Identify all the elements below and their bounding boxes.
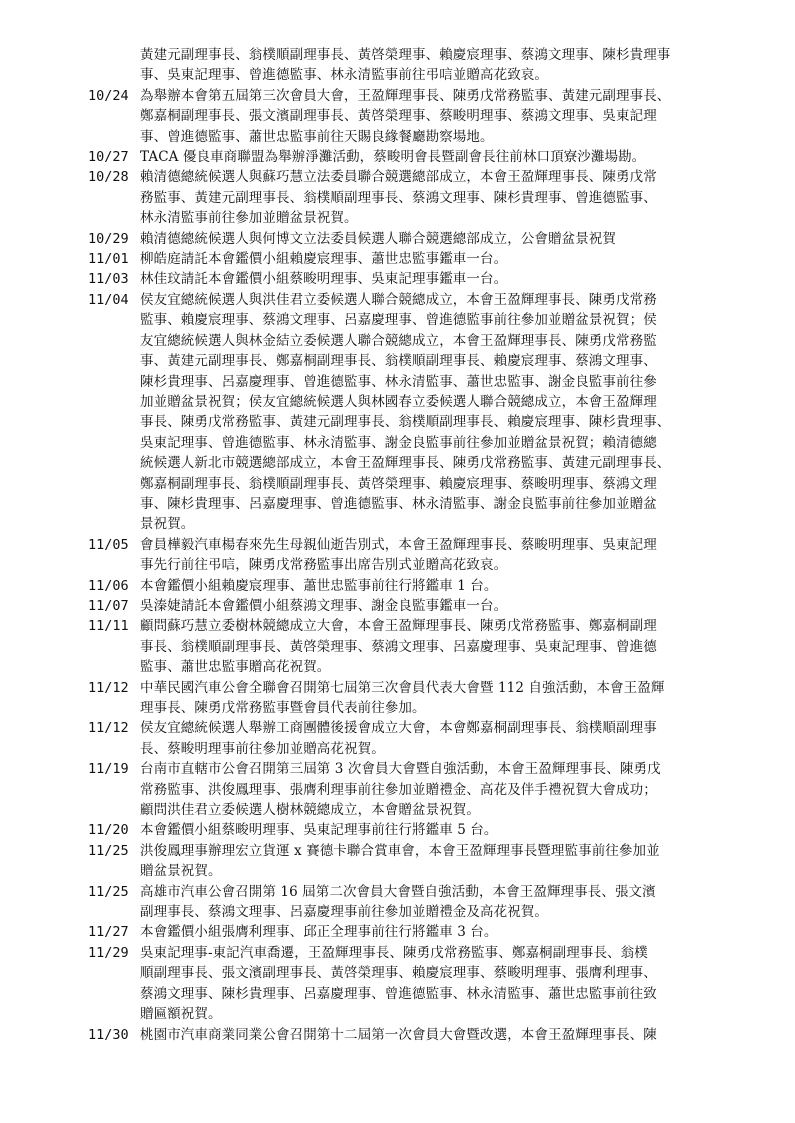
entry-date: 11/04 xyxy=(88,291,129,308)
entry-text xyxy=(140,269,748,289)
entry-date: 10/27 xyxy=(88,149,129,166)
log-entry xyxy=(88,576,748,596)
entry-text-line: 常務監事、洪俊鳳理事、張膺利理事前往參加並贈禮金、高花及伴手禮祝賀大會成功； xyxy=(140,781,657,798)
entry-text-line: 本會鑑價小組張膺利理事、邱正全理事前往行將鑑車 3 台。 xyxy=(140,924,498,941)
entry-text xyxy=(140,759,748,820)
log-entry xyxy=(88,841,748,882)
entry-text xyxy=(140,943,748,1025)
log-entry xyxy=(88,269,748,289)
entry-date: 11/27 xyxy=(88,924,129,941)
entry-text-line: 侯友宜總統候選人舉辦工商團體後援會成立大會，本會鄭嘉桐副理事長、翁樸順副理事 xyxy=(140,720,657,737)
entry-text xyxy=(140,718,748,759)
log-entry xyxy=(88,678,748,719)
entry-date: 11/12 xyxy=(88,679,129,696)
entry-text xyxy=(140,86,748,147)
entry-text-line: 長、蔡畯明理事前往參加並贈高花祝賀。 xyxy=(140,740,385,757)
entry-text-line: 台南市直轄市公會召開第三屆第 3 次會員大會暨自強活動，本會王盈輝理事長、陳勇戊 xyxy=(140,761,661,778)
entry-date: 11/12 xyxy=(88,720,129,737)
log-entry xyxy=(88,943,748,1025)
entry-text-line: 景祝賀。 xyxy=(140,516,195,533)
entry-text-line: 賴清德總統候選人與蘇巧慧立法委員聯合競選總部成立，本會王盈輝理事長、陳勇戊常 xyxy=(140,169,657,186)
entry-text xyxy=(140,882,748,923)
entry-text-line: 陳杉貴理事、呂嘉慶理事、曾進德監事、林永清監事、蕭世忠監事、謝金良監事前往參 xyxy=(140,373,657,390)
entry-text-line: 事、吳東記理事、曾進德監事、林永清監事前往弔唁並贈高花致哀。 xyxy=(140,67,548,84)
log-entry xyxy=(88,616,748,677)
entry-text-line: 順副理事長、張文濱副理事長、黃啓榮理事、賴慶宸理事、蔡畯明理事、張膺利理事、 xyxy=(140,965,657,982)
entry-date: 11/20 xyxy=(88,822,129,839)
entry-text xyxy=(140,616,748,677)
entry-text-line: 事長、翁樸順副理事長、黃啓榮理事、蔡鴻文理事、呂嘉慶理事、吳東記理事、曾進德 xyxy=(140,638,657,655)
entry-text-line: 高雄市汽車公會召開第 16 屆第二次會員大會暨自強活動，本會王盈輝理事長、張文濱 xyxy=(140,883,656,900)
entry-text-line: 贈匾額祝賀。 xyxy=(140,1006,222,1023)
entry-date: 11/25 xyxy=(88,842,129,859)
entry-date: 11/03 xyxy=(88,271,129,288)
entry-text-line: 事、黃建元副理事長、鄭嘉桐副理事長、翁樸順副理事長、賴慶宸理事、蔡鴻文理事、 xyxy=(140,353,657,370)
entry-text-line: 本會鑑價小組賴慶宸理事、蕭世忠監事前往行將鑑車 1 台。 xyxy=(140,577,498,594)
entry-text-line: 務監事、黃建元副理事長、翁樸順副理事長、蔡鴻文理事、陳杉貴理事、曾進德監事、 xyxy=(140,189,657,206)
entry-text-line: 贈盆景祝賀。 xyxy=(140,863,222,880)
entry-text-line: 林永清監事前往參加並贈盆景祝賀。 xyxy=(140,210,358,227)
entry-text-line: 事、曾進德監事、蕭世忠監事前往天賜良緣餐廳勘察場地。 xyxy=(140,128,494,145)
entry-text-line: 吳東記理事-東記汽車喬遷，王盈輝理事長、陳勇戊常務監事、鄭嘉桐副理事長、翁樸 xyxy=(140,944,648,961)
entry-date: 11/25 xyxy=(88,883,129,900)
entry-text-line: 吳溱婕請託本會鑑價小組蔡鴻文理事、謝金良監事鑑車一台。 xyxy=(140,597,508,614)
log-entry xyxy=(88,1025,748,1045)
entry-text-line: 顧問蘇巧慧立委樹林競總成立大會，本會王盈輝理事長、陳勇戊常務監事、鄭嘉桐副理 xyxy=(140,618,657,635)
entry-text-line: 侯友宜總統候選人與洪佳君立委候選人聯合競總成立，本會王盈輝理事長、陳勇戊常務 xyxy=(140,291,657,308)
entry-text-line: 吳東記理事、曾進德監事、林永清監事、謝金良監事前往參加並贈盆景祝賀；賴清德總 xyxy=(140,434,657,451)
entry-text-line: TACA 優良車商聯盟為舉辦淨灘活動，蔡畯明會長暨副會長往前林口頂寮沙灘場勘。 xyxy=(140,149,646,166)
entry-text-line: 事先行前往弔唁，陳勇戊常務監事出席告別式並贈高花致哀。 xyxy=(140,557,508,574)
entry-text-line: 為舉辦本會第五屆第三次會員大會，王盈輝理事長、陳勇戊常務監事、黃建元副理事長、 xyxy=(140,87,671,104)
entry-date: 11/19 xyxy=(88,761,129,778)
entry-text xyxy=(140,922,748,942)
log-entry xyxy=(88,535,748,576)
entry-text-line: 賴清德總統候選人與何博文立法委員候選人聯合競選總部成立，公會贈盆景祝賀 xyxy=(140,230,616,247)
entry-text-line: 洪俊鳳理事辦理宏立貨運 x 賽德卡聯合賞車會，本會王盈輝理事長暨理監事前往參加並 xyxy=(140,842,660,859)
entry-text xyxy=(140,249,748,269)
log-entry xyxy=(88,167,748,228)
entry-date: 10/28 xyxy=(88,169,129,186)
entry-text xyxy=(140,290,748,535)
log-entry xyxy=(88,718,748,759)
entry-text xyxy=(140,841,748,882)
log-entry xyxy=(88,759,748,820)
entry-text-line: 黃建元副理事長、翁樸順副理事長、黃啓榮理事、賴慶宸理事、蔡鴻文理事、陳杉貴理事 xyxy=(140,47,671,63)
entry-text-line: 蔡鴻文理事、陳杉貴理事、呂嘉慶理事、曾進德監事、林永清監事、蕭世忠監事前往致 xyxy=(140,985,657,1002)
entry-text-line: 監事、蕭世忠監事贈高花祝賀。 xyxy=(140,659,331,676)
entry-text xyxy=(140,678,748,719)
entry-text-line: 統候選人新北市競選總部成立，本會王盈輝理事長、陳勇戊常務監事、黃建元副理事長、 xyxy=(140,455,671,472)
entry-text xyxy=(140,596,748,616)
entry-text xyxy=(140,820,748,840)
log-entry xyxy=(88,147,748,167)
entry-text-line: 會員樺毅汽車楊春來先生母親仙逝告別式，本會王盈輝理事長、蔡畯明理事、吳東記理 xyxy=(140,536,657,553)
entry-text-line: 柳皓庭請託本會鑑價小組賴慶宸理事、蕭世忠監事鑑車一台。 xyxy=(140,251,508,268)
entry-text-line: 監事、賴慶宸理事、蔡鴻文理事、呂嘉慶理事、曾進德監事前往參加並贈盆景祝賀；侯 xyxy=(140,312,657,329)
entry-text-line: 事、陳杉貴理事、呂嘉慶理事、曾進德監事、林永清監事、謝金良監事前往參加並贈盆 xyxy=(140,495,657,512)
document-page xyxy=(88,45,748,1045)
entry-text xyxy=(140,147,748,167)
entry-text-line: 事長、陳勇戊常務監事、黃建元副理事長、翁樸順副理事長、賴慶宸理事、陳杉貴理事、 xyxy=(140,414,671,431)
log-entry xyxy=(88,249,748,269)
log-entry xyxy=(88,86,748,147)
log-entry xyxy=(88,229,748,249)
log-entry xyxy=(88,922,748,942)
entry-text-line: 副理事長、蔡鴻文理事、呂嘉慶理事前往參加並贈禮金及高花祝賀。 xyxy=(140,904,548,921)
entry-text-line: 顧問洪佳君立委候選人樹林競總成立，本會贈盆景祝賀。 xyxy=(140,802,480,819)
entry-text-line: 桃園市汽車商業同業公會召開第十二屆第一次會員大會暨改選，本會王盈輝理事長、陳 xyxy=(140,1026,657,1043)
log-entry xyxy=(88,596,748,616)
entry-text-line: 鄭嘉桐副理事長、張文濱副理事長、黃啓榮理事、蔡畯明理事、蔡鴻文理事、吳東記理 xyxy=(140,108,657,125)
entry-text-line: 林佳玟請託本會鑑價小組蔡畯明理事、吳東記理事鑑車一台。 xyxy=(140,271,508,288)
entry-date: 11/05 xyxy=(88,536,129,553)
log-entry xyxy=(88,290,748,535)
entry-text-line: 加並贈盆景祝賀；侯友宜總統候選人與林國春立委候選人聯合競總成立，本會王盈輝理 xyxy=(140,393,657,410)
entry-text xyxy=(140,535,748,576)
entry-text xyxy=(140,1025,748,1045)
entry-text xyxy=(140,167,748,228)
entry-date: 10/29 xyxy=(88,230,129,247)
entry-text-line: 中華民國汽車公會全聯會召開第七屆第三次會員代表大會暨 112 自強活動，本會王盈輝 xyxy=(140,679,665,696)
entry-text xyxy=(140,45,748,86)
entry-date: 11/07 xyxy=(88,597,129,614)
entry-text-line: 本會鑑價小組蔡畯明理事、吳東記理事前往行將鑑車 5 台。 xyxy=(140,822,498,839)
entry-text-line: 理事長、陳勇戊常務監事暨會員代表前往參加。 xyxy=(140,700,426,716)
log-entry xyxy=(88,45,748,86)
entry-date: 11/01 xyxy=(88,251,129,268)
entry-date: 11/29 xyxy=(88,944,129,961)
entry-text xyxy=(140,229,748,249)
entry-date: 11/30 xyxy=(88,1026,129,1043)
log-entry xyxy=(88,820,748,840)
entry-text-line: 友宜總統候選人與林金結立委候選人聯合競總成立，本會王盈輝理事長、陳勇戊常務監 xyxy=(140,332,657,349)
entry-text-line: 鄭嘉桐副理事長、翁樸順副理事長、黃啓榮理事、賴慶宸理事、蔡畯明理事、蔡鴻文理 xyxy=(140,475,657,492)
entry-date: 11/11 xyxy=(88,618,129,635)
log-entry xyxy=(88,882,748,923)
entry-text xyxy=(140,576,748,596)
entry-date: 10/24 xyxy=(88,87,129,104)
entry-date: 11/06 xyxy=(88,577,129,594)
